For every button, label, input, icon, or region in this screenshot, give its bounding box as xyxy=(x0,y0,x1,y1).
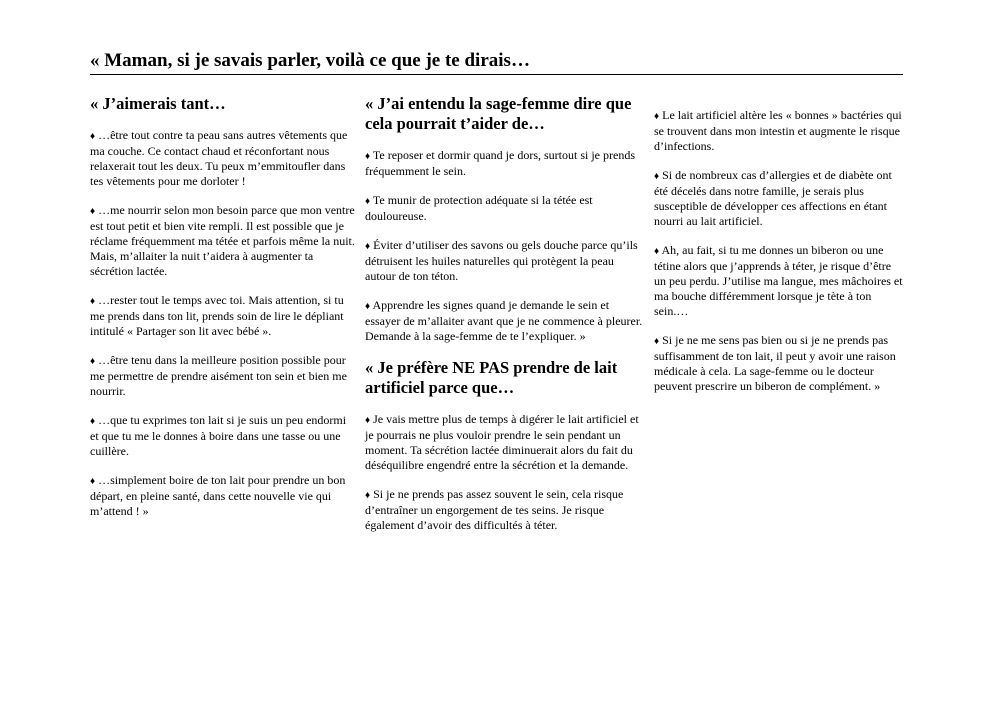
diamond-bullet-icon: ♦ xyxy=(90,416,96,427)
list-item: ♦ …être tenu dans la meilleure position possible pour me permettre de prendre aisément ton sein et bien me nourrir. xyxy=(90,353,347,398)
diamond-bullet-icon: ♦ xyxy=(90,296,96,307)
list-item: ♦ …me nourrir selon mon besoin parce que mon ventre est tout petit et bien vite rempli. Il est possible que je réclame fréquemment ma tétée et parfois même la nuit. Mais, m’allaiter la nuit t’aidera à augmenter ta sécrétion lactée. xyxy=(90,203,355,278)
list-item: ♦ Éviter d’utiliser des savons ou gels douche parce qu’ils détruisent les huiles naturelles qui protègent la peau autour de ton téton. xyxy=(365,238,638,283)
diamond-bullet-icon: ♦ xyxy=(90,356,96,367)
diamond-bullet-icon: ♦ xyxy=(365,415,371,426)
list-item: ♦ …être tout contre ta peau sans autres vêtements que ma couche. Ce contact chaud et réconfortant nous relaxerait tout les deux. Tu peux m’emmitoufler dans tes vêtements pour me dorloter ! xyxy=(90,128,348,188)
list-item: ♦ Si je ne prends pas assez souvent le sein, cela risque d’entraîner un engorgement de tes seins. Je risque également d’avoir des difficultés à téter. xyxy=(365,487,624,532)
list-item: ♦ Te munir de protection adéquate si la tétée est douloureuse. xyxy=(365,193,593,223)
list-item: ♦ Je vais mettre plus de temps à digérer le lait artificiel et je pourrais ne plus vouloir prendre le sein pendant un moment. Ta sécrétion lactée diminuerait alors du fait du déséquilibre engendré entre la sécrétion et la demande. xyxy=(365,412,639,472)
column-2 xyxy=(365,94,643,547)
diamond-bullet-icon: ♦ xyxy=(654,246,660,257)
list-item: ♦ Apprendre les signes quand je demande le sein et essayer de m’allaiter avant que je ne commence à pleurer. Demande à la sage-femme de te l’expliquer. » xyxy=(365,298,643,343)
column-1-heading: « J’aimerais tant… xyxy=(90,94,226,113)
diamond-bullet-icon: ♦ xyxy=(90,131,96,142)
diamond-bullet-icon: ♦ xyxy=(365,490,371,501)
list-item: ♦ Te reposer et dormir quand je dors, surtout si je prends fréquemment le sein. xyxy=(365,148,636,178)
list-item: ♦ …rester tout le temps avec toi. Mais attention, si tu me prends dans ton lit, prends soin de lire le dépliant intitulé « Partager son lit avec bébé ». xyxy=(90,293,344,338)
list-item: ♦ …que tu exprimes ton lait si je suis un peu endormi et que tu me le donnes à boire dans une tasse ou une cuillère. xyxy=(90,413,347,458)
list-item: ♦ …simplement boire de ton lait pour prendre un bon départ, en pleine santé, dans cette nouvelle vie qui m’attend ! » xyxy=(90,473,346,518)
list-item: ♦ Si de nombreux cas d’allergies et de diabète ont été décelés dans notre famille, je serais plus susceptible de développer ces affections en étant nourri au lait artificiel. xyxy=(654,168,892,228)
diamond-bullet-icon: ♦ xyxy=(365,151,371,162)
column-3 xyxy=(654,108,906,408)
title-divider xyxy=(90,74,903,75)
column-1 xyxy=(90,94,356,533)
column-2-second-heading: « Je préfère NE PAS prendre de lait artificiel parce que… xyxy=(365,358,618,397)
diamond-bullet-icon: ♦ xyxy=(365,241,371,252)
diamond-bullet-icon: ♦ xyxy=(654,336,660,347)
list-item: ♦ Si je ne me sens pas bien ou si je ne prends pas suffisamment de ton lait, il peut y avoir une raison médicale à cela. La sage-femme ou le docteur peuvent prescrire un biberon de complément. » xyxy=(654,333,896,393)
diamond-bullet-icon: ♦ xyxy=(654,111,660,122)
diamond-bullet-icon: ♦ xyxy=(654,171,660,182)
column-2-heading: « J’ai entendu la sage-femme dire que cela pourrait t’aider de… xyxy=(365,94,632,133)
diamond-bullet-icon: ♦ xyxy=(90,206,96,217)
list-item: ♦ Ah, au fait, si tu me donnes un biberon ou une tétine alors que j’apprends à téter, je risque d’être un peu perdu. J’utilise ma langue, mes mâchoires et ma bouche différemment lorsque je tète à ton sein.… xyxy=(654,243,903,318)
diamond-bullet-icon: ♦ xyxy=(90,476,96,487)
diamond-bullet-icon: ♦ xyxy=(365,196,371,207)
page-title: « Maman, si je savais parler, voilà ce que je te dirais… xyxy=(90,50,530,71)
diamond-bullet-icon: ♦ xyxy=(365,301,371,312)
list-item: ♦ Le lait artificiel altère les « bonnes » bactéries qui se trouvent dans mon intestin et augmente le risque d’infections. xyxy=(654,108,902,153)
